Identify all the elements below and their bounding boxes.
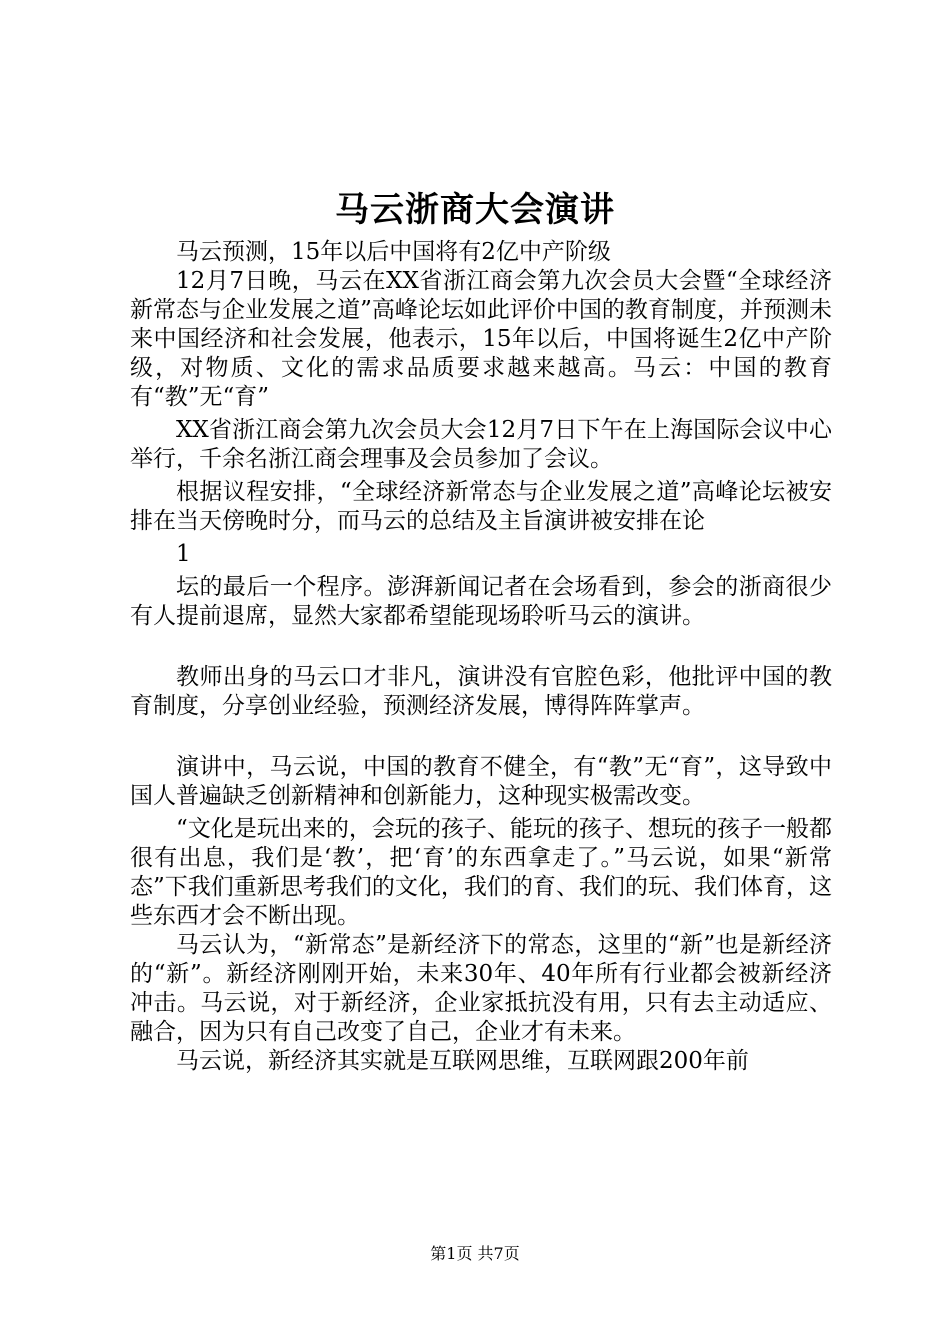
paragraph: 根据议程安排，“全球经济新常态与企业发展之道”高峰论坛被安排在当天傍晚时分，而马云的总结及主旨演讲被安排在论 — [130, 479, 832, 534]
document-title: 马云浙商大会演讲 — [335, 190, 615, 230]
paragraph: 教师出身的马云口才非凡，演讲没有官腔色彩，他批评中国的教育制度，分享创业经验，预测经济发展，博得阵阵掌声。 — [130, 664, 832, 719]
paragraph-subtitle: 马云预测，15年以后中国将有2亿中产阶级 — [176, 239, 611, 265]
paragraph: 演讲中，马云说，中国的教育不健全，有“教”无“育”，这导致中国人普遍缺乏创新精神和创新能力，这种现实极需改变。 — [130, 754, 832, 809]
paragraph: 坛的最后一个程序。澎湃新闻记者在会场看到，参会的浙商很少有人提前退席，显然大家都希望能现场聆听马云的演讲。 — [130, 574, 832, 629]
paragraph: 马云说，新经济其实就是互联网思维，互联网跟200年前 — [176, 1048, 749, 1074]
paragraph: “文化是玩出来的，会玩的孩子、能玩的孩子、想玩的孩子一般都很有出息，我们是‘教’，把‘育’的东西拿走了。”马云说，如果“新常态”下我们重新思考我们的文化，我们的育、我们的玩、我们体育，这些东西才会不断出现。 — [130, 816, 832, 929]
document-body — [130, 238, 832, 1076]
paragraph: 马云认为，“新常态”是新经济下的常态，这里的“新”也是新经济的“新”。新经济刚刚开始，未来30年、40年所有行业都会被新经济冲击。马云说，对于新经济，企业家抵抗没有用，只有去主动适应、融合，因为只有自己改变了自己，企业才有未来。 — [130, 932, 832, 1045]
page-footer: 第1页 共7页 — [430, 1244, 520, 1263]
paragraph: 12月7日晚，马云在XX省浙江商会第九次会员大会暨“全球经济新常态与企业发展之道”高峰论坛如此评价中国的教育制度，并预测未来中国经济和社会发展，他表示，15年以后，中国将诞生2亿中产阶级，对物质、文化的需求品质要求越来越高。马云：中国的教育有“教”无“育” — [130, 268, 832, 410]
paragraph: XX省浙江商会第九次会员大会12月7日下午在上海国际会议中心举行，千余名浙江商会理事及会员参加了会议。 — [130, 417, 832, 472]
inline-page-number: 1 — [176, 541, 191, 567]
